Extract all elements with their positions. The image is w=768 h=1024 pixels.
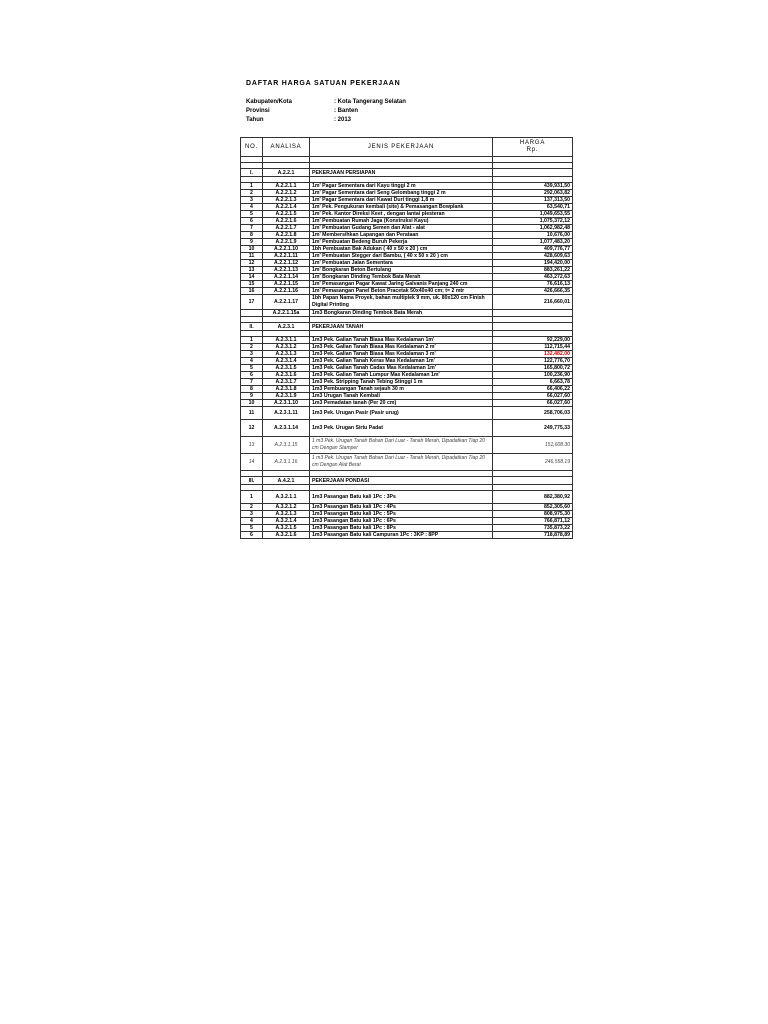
cell-jn: 1m' Pagar Sementara dari Kawat Duri tinggi 1,8 m <box>310 197 493 204</box>
cell-an: A.3.2.1.1 <box>263 491 310 504</box>
cell-no: 7 <box>241 379 263 386</box>
header-jenis: JENIS PEKERJAAN <box>310 138 493 157</box>
document-title: DAFTAR HARGA SATUAN PEKERJAAN <box>246 80 401 87</box>
cell-hg <box>493 169 573 177</box>
cell-an: A.2.2.1.4 <box>263 204 310 211</box>
table-row <box>241 197 573 204</box>
cell-no: 6 <box>241 372 263 379</box>
meta-value: : Banten <box>334 108 358 114</box>
cell-jn: 1m3 Pasangan Batu kali 1Pc : 5Ps <box>310 511 493 518</box>
cell-jn: 1m3 Pek. Urugan Sirtu Padat <box>310 420 493 437</box>
cell-hg: 258,706,03 <box>493 407 573 420</box>
cell-no: II. <box>241 323 263 331</box>
cell-no: 12 <box>241 260 263 267</box>
section-row <box>241 477 573 485</box>
cell-no: 2 <box>241 344 263 351</box>
cell-an: A.2.2.1.8 <box>263 232 310 239</box>
cell-jn: 1m3 Bongkaran Dinding Tembok Bata Merah <box>310 310 493 317</box>
cell-an: A.2.2.1.3 <box>263 197 310 204</box>
cell-hg: 92,229,00 <box>493 337 573 344</box>
cell-jn: 1m3 Pek. Galian Tanah Cadas Mas Kedalaman 1m' <box>310 365 493 372</box>
table-row <box>241 491 573 504</box>
table-row <box>241 239 573 246</box>
cell-hg: 463,272,63 <box>493 274 573 281</box>
table-row <box>241 532 573 539</box>
cell-no: 3 <box>241 511 263 518</box>
table-row <box>241 379 573 386</box>
cell-no: 14 <box>241 454 263 471</box>
cell-no: 14 <box>241 274 263 281</box>
cell-no: 3 <box>241 351 263 358</box>
cell-hg: 292,063,82 <box>493 190 573 197</box>
cell-hg: 66,027,60 <box>493 400 573 407</box>
table-row <box>241 232 573 239</box>
cell-hg: 718,878,89 <box>493 532 573 539</box>
cell-jn: PEKERJAAN PONDASI <box>310 477 493 485</box>
cell-jn: 1 m3 Pek. Urugan Tanah Bahan Dari Luar - Tanah Merah, Dipadatkan Tiap 20 cm Dengan Alat Berat <box>310 454 493 471</box>
table-row <box>241 190 573 197</box>
table-row <box>241 386 573 393</box>
cell-an: A.2.3.1.16 <box>263 454 310 471</box>
header-no: NO. <box>241 138 263 157</box>
cell-hg: 409,776,77 <box>493 246 573 253</box>
cell-hg: 249,775,33 <box>493 420 573 437</box>
cell-jn: PEKERJAAN PERSIAPAN <box>310 169 493 177</box>
cell-no: 17 <box>241 295 263 310</box>
cell-jn: 1m' Pembuatan Jalan Sementara <box>310 260 493 267</box>
cell-an: A.2.3.1.3 <box>263 351 310 358</box>
cell-no: 5 <box>241 525 263 532</box>
cell-hg: 426,666,35 <box>493 288 573 295</box>
cell-jn: 1m3 Pasangan Batu kali 1Pc : 8Ps <box>310 525 493 532</box>
cell-an: A.2.2.1.15 <box>263 281 310 288</box>
cell-an: A.2.3.1.9 <box>263 393 310 400</box>
table-row <box>241 274 573 281</box>
cell-jn: 1m3 Pek. Stripping Tanah Tebing Stinggi 1 m <box>310 379 493 386</box>
table-row <box>241 525 573 532</box>
cell-hg: 1,062,982,48 <box>493 225 573 232</box>
cell-no: 11 <box>241 253 263 260</box>
cell-no: 4 <box>241 518 263 525</box>
cell-hg: 1,075,372,12 <box>493 218 573 225</box>
cell-hg: 63,540,71 <box>493 204 573 211</box>
cell-jn: 1m3 Pasangan Batu kali 1Pc : 4Ps <box>310 504 493 511</box>
meta-label: Provinsi <box>246 108 270 114</box>
cell-jn: 1m3 Pembuangan Tanah sejauh 30 m <box>310 386 493 393</box>
table-row <box>241 310 573 317</box>
cell-no: 13 <box>241 267 263 274</box>
cell-hg <box>493 323 573 331</box>
cell-jn: 1bh Pembuatan Bak Adukan ( 40 x 50 x 20 ) cm <box>310 246 493 253</box>
table-row <box>241 437 573 454</box>
cell-no: 9 <box>241 393 263 400</box>
cell-no: 8 <box>241 232 263 239</box>
cell-no: 9 <box>241 239 263 246</box>
cell-no: 3 <box>241 197 263 204</box>
cell-an: A.2.3.1.7 <box>263 379 310 386</box>
header-analisa: ANALISA <box>263 138 310 157</box>
cell-jn: 1m' Membersihkan Lapangan dan Perataan <box>310 232 493 239</box>
cell-jn: 1m3 Pek. Galian Tanah Biasa Mas Kedalaman 3 m' <box>310 351 493 358</box>
cell-an: A.3.2.1.2 <box>263 504 310 511</box>
cell-an: A.3.2.1.6 <box>263 532 310 539</box>
table-row <box>241 454 573 471</box>
cell-hg: 151,608.30 <box>493 437 573 454</box>
cell-jn: 1m3 Pek. Galian Tanah Biasa Mas Kedalaman 2 m' <box>310 344 493 351</box>
meta-label: Tahun <box>246 117 264 123</box>
cell-an: A.2.2.1.1 <box>263 183 310 190</box>
section-row <box>241 323 573 331</box>
cell-no: 15 <box>241 281 263 288</box>
table-row <box>241 281 573 288</box>
cell-an: A.2.2.1 <box>263 169 310 177</box>
cell-hg: 132,482,00 <box>493 351 573 358</box>
cell-hg: 10,676,00 <box>493 232 573 239</box>
cell-jn: 1m3 Pek. Galian Tanah Biasa Mas Kedalaman 1m' <box>310 337 493 344</box>
cell-jn: 1m' Pagar Sementara dari Seng Gelombang tinggi 2 m <box>310 190 493 197</box>
cell-no: 7 <box>241 225 263 232</box>
table-row <box>241 288 573 295</box>
cell-jn: 1m' Pembuatan Bedeng Buruh Pekerja <box>310 239 493 246</box>
cell-an: A.4.2.1 <box>263 477 310 485</box>
cell-hg: 1,077,483,20 <box>493 239 573 246</box>
cell-hg: 137,313,50 <box>493 197 573 204</box>
cell-an: A.2.2.1.13 <box>263 267 310 274</box>
cell-jn: 1m' Pemasangan Panel Beton Pracetak 50x40x40 cm; t= 2 mtr <box>310 288 493 295</box>
table-row <box>241 246 573 253</box>
cell-an: A.2.2.1.12 <box>263 260 310 267</box>
cell-no <box>241 310 263 317</box>
cell-hg: 766,871,12 <box>493 518 573 525</box>
cell-an: A.2.2.1.15a <box>263 310 310 317</box>
cell-hg: 882,380,92 <box>493 491 573 504</box>
cell-jn: 1m3 Pasangan Batu kali Campuran 1Pc : 3KP : 8PP <box>310 532 493 539</box>
cell-an: A.2.3.1.6 <box>263 372 310 379</box>
cell-hg: 100,236,90 <box>493 372 573 379</box>
cell-hg: 6,663,78 <box>493 379 573 386</box>
meta-line <box>246 108 358 114</box>
cell-hg: 194,420,00 <box>493 260 573 267</box>
cell-no: 5 <box>241 211 263 218</box>
cell-no: 1 <box>241 337 263 344</box>
table-row <box>241 511 573 518</box>
table-row <box>241 337 573 344</box>
table-row <box>241 407 573 420</box>
cell-an: A.2.2.1.2 <box>263 190 310 197</box>
cell-jn: 1m3 Pemadatan tanah (Per 20 cm) <box>310 400 493 407</box>
cell-jn: 1m3 Pasangan Batu kali 1Pc : 6Ps <box>310 518 493 525</box>
cell-an: A.3.2.1.5 <box>263 525 310 532</box>
cell-an: A.2.3.1.14 <box>263 420 310 437</box>
cell-an: A.2.3.1.10 <box>263 400 310 407</box>
cell-an: A.2.2.1.16 <box>263 288 310 295</box>
cell-jn: PEKERJAAN TANAH <box>310 323 493 331</box>
cell-no: 4 <box>241 358 263 365</box>
cell-an: A.2.2.1.11 <box>263 253 310 260</box>
cell-hg: 883,261,22 <box>493 267 573 274</box>
table-row <box>241 358 573 365</box>
cell-an: A.3.2.1.3 <box>263 511 310 518</box>
cell-hg: 439,931,50 <box>493 183 573 190</box>
table-header-row <box>241 138 573 157</box>
cell-an: A.2.3.1.2 <box>263 344 310 351</box>
meta-label: Kabupaten/Kota <box>246 99 293 105</box>
cell-jn: 1m3 Pek. Galian Tanah Keras Mas Kedalaman 1m' <box>310 358 493 365</box>
cell-hg: 66,406,22 <box>493 386 573 393</box>
cell-hg: 76,616,13 <box>493 281 573 288</box>
cell-an: A.2.2.1.6 <box>263 218 310 225</box>
table-row <box>241 344 573 351</box>
cell-hg: 216,660,01 <box>493 295 573 310</box>
table-row <box>241 260 573 267</box>
table-row <box>241 267 573 274</box>
cell-jn: 1m' Pemasangan Pagar Kawat Jaring Galvanis Panjang 240 cm <box>310 281 493 288</box>
meta-line <box>246 99 406 105</box>
cell-hg: 66,027,60 <box>493 393 573 400</box>
price-table <box>240 137 573 539</box>
cell-hg: 808,975,30 <box>493 511 573 518</box>
cell-an: A.2.2.1.14 <box>263 274 310 281</box>
cell-an: A.2.3.1.1 <box>263 337 310 344</box>
cell-no: 16 <box>241 288 263 295</box>
table-row <box>241 218 573 225</box>
cell-an: A.2.2.1.17 <box>263 295 310 310</box>
cell-jn: 1bh Papan Nama Proyek, bahan multiplek 9 mm, uk. 80x120 cm Finish Digital Printing <box>310 295 493 310</box>
cell-jn: 1m' Pek. Kantor Direksi Keet , dengan lantai plesteran <box>310 211 493 218</box>
cell-hg: 165,800,72 <box>493 365 573 372</box>
cell-no: 13 <box>241 437 263 454</box>
cell-an: A.2.3.1.15 <box>263 437 310 454</box>
table-row <box>241 351 573 358</box>
header-harga: HARGA Rp. <box>493 138 573 157</box>
table-row <box>241 204 573 211</box>
cell-no: 2 <box>241 190 263 197</box>
cell-no: 10 <box>241 246 263 253</box>
cell-jn: 1 m3 Pek. Urugan Tanah Bahan Dari Luar - Tanah Merah, Dipadatkan Tiap 20 cm Dengan Stamper <box>310 437 493 454</box>
cell-no: 11 <box>241 407 263 420</box>
cell-no: 8 <box>241 386 263 393</box>
cell-jn: 1m' Pembuatan Gudang Semen dan Alat - alat <box>310 225 493 232</box>
cell-no: 12 <box>241 420 263 437</box>
table-row <box>241 393 573 400</box>
cell-an: A.2.3.1.5 <box>263 365 310 372</box>
table-row <box>241 518 573 525</box>
cell-hg: 428,609,63 <box>493 253 573 260</box>
meta-value: : 2013 <box>334 117 352 123</box>
cell-no: 10 <box>241 400 263 407</box>
cell-jn: 1m' Pek. Pengukuran kembali (site) & Pemasangan Bowplank <box>310 204 493 211</box>
table-row <box>241 504 573 511</box>
cell-an: A.2.2.1.7 <box>263 225 310 232</box>
cell-jn: 1m' Bongkaran Beton Bertulang <box>310 267 493 274</box>
cell-jn: 1m' Pembuatan Rumah Jaga (Konstruksi Kayu) <box>310 218 493 225</box>
cell-an: A.2.3.1 <box>263 323 310 331</box>
table-row <box>241 211 573 218</box>
cell-hg: 1,049,653,55 <box>493 211 573 218</box>
cell-no: 4 <box>241 204 263 211</box>
table-row <box>241 183 573 190</box>
cell-no: 2 <box>241 504 263 511</box>
cell-jn: 1m' Pagar Sementara dari Kayu tinggi 2 m <box>310 183 493 190</box>
cell-an: A.2.3.1.4 <box>263 358 310 365</box>
cell-no: 5 <box>241 365 263 372</box>
cell-jn: 1m' Pembuatan Stegger dari Bambu, ( 40 x 50 x 20 ) cm <box>310 253 493 260</box>
table-row <box>241 372 573 379</box>
cell-jn: 1m' Bongkaran Dinding Tembok Bata Merah <box>310 274 493 281</box>
cell-hg: 112,715,44 <box>493 344 573 351</box>
cell-no: 1 <box>241 183 263 190</box>
cell-hg <box>493 310 573 317</box>
cell-no: 6 <box>241 218 263 225</box>
table-row <box>241 365 573 372</box>
cell-an: A.2.2.1.10 <box>263 246 310 253</box>
cell-hg: 122,776,70 <box>493 358 573 365</box>
cell-jn: 1m3 Pasangan Batu kali 1Pc : 3Ps <box>310 491 493 504</box>
cell-an: A.2.2.1.5 <box>263 211 310 218</box>
cell-an: A.2.3.1.8 <box>263 386 310 393</box>
table-row <box>241 295 573 310</box>
cell-jn: 1m3 Pek. Galian Tanah Lumpur Mas Kedalaman 1m' <box>310 372 493 379</box>
table-row <box>241 253 573 260</box>
cell-hg: 246,558.19 <box>493 454 573 471</box>
cell-an: A.2.3.1.11 <box>263 407 310 420</box>
cell-no: 1 <box>241 491 263 504</box>
cell-hg <box>493 477 573 485</box>
cell-jn: 1m3 Urugan Tanah Kembali <box>310 393 493 400</box>
table-row <box>241 225 573 232</box>
cell-an: A.3.2.1.4 <box>263 518 310 525</box>
cell-jn: 1m3 Pek. Urugan Pasir (Pasir urug) <box>310 407 493 420</box>
cell-no: I. <box>241 169 263 177</box>
meta-value: : Kota Tangerang Selatan <box>334 99 406 105</box>
meta-line <box>246 117 351 123</box>
table-row <box>241 400 573 407</box>
table-row <box>241 420 573 437</box>
cell-hg: 852,305,60 <box>493 504 573 511</box>
cell-hg: 735,873,22 <box>493 525 573 532</box>
cell-an: A.2.2.1.9 <box>263 239 310 246</box>
section-row <box>241 169 573 177</box>
cell-no: 6 <box>241 532 263 539</box>
cell-no: III. <box>241 477 263 485</box>
